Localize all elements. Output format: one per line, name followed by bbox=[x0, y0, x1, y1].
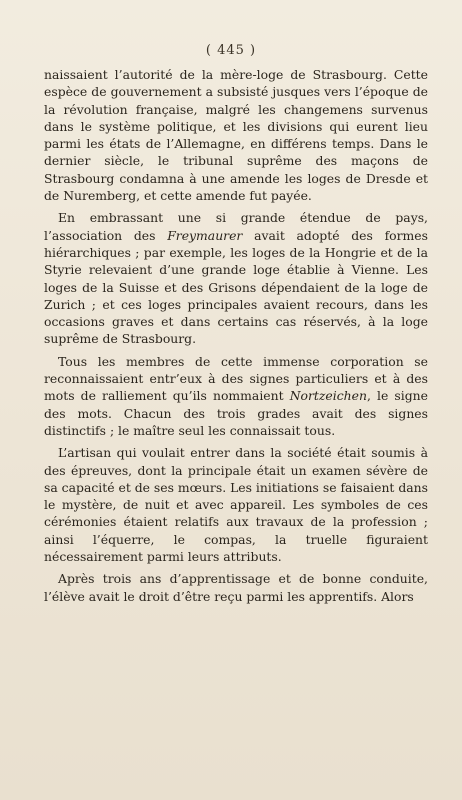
text-run: naissaient l’autorité de la mère-loge de Strasbourg. Cette espèce de gouvernement a subsisté jusques vers l’époque de la révolution française, malgré les changemens survenus dans le système politique, et les divisions qui eurent lieu parmi les états de l’Allemagne, en différens temps. Dans le dernier siècle, le tribunal suprême des maçons de Strasbourg condamna à une amende les loges de Dresde et de Nuremberg, et cette amende fut payée. bbox=[44, 67, 428, 204]
text-run: En embrassant une si grande étendue de pays, l’association des bbox=[44, 210, 428, 243]
text-run: L’artisan qui voulait entrer dans la société était soumis à des épreuves, dont la principale était un examen sévère de sa capacité et de ses mœurs. Les initiations se faisaient dans le mystère, de nuit et avec appareil. Les symboles de ces cérémonies étaient relatifs aux travaux de la profession ; ainsi l’équerre, le compas, la truelle figuraient nécessairement parmi leurs attributs. bbox=[44, 445, 429, 565]
page-number: ( 445 ) bbox=[205, 43, 257, 58]
italic-term: Nortzeichen bbox=[289, 388, 367, 404]
text-run: Tous les membres de cette immense corporation se reconnaissaient entr’eux à des signes particuliers et à des mots de ralliement qu’ils nommaient bbox=[44, 353, 428, 404]
paragraph bbox=[44, 444, 428, 565]
text-run: Après trois ans d’apprentissage et de bonne conduite, l’élève avait le droit d’être reçu parmi les apprentifs. Alors bbox=[44, 571, 428, 604]
italic-term: Freymaurer bbox=[167, 227, 243, 243]
paragraph bbox=[44, 209, 428, 347]
text-run: avait adopté des formes hiérarchiques ; par exemple, les loges de la Hongrie et de la Styrie relevaient d’une grande loge établie à Vienne. Les loges de la Suisse et des Grisons dépendaient de la loge de Zurich ; et ces loges principales avaient recours, dans les occasions graves et dans certains cas réservés, à la loge suprême de Strasbourg. bbox=[44, 227, 428, 347]
paragraph bbox=[44, 66, 428, 204]
paragraph bbox=[44, 570, 428, 605]
body-text bbox=[44, 66, 428, 610]
text-run: , le signe des mots. Chacun des trois grades avait des signes distinctifs ; le maître seul les connaissait tous. bbox=[44, 388, 428, 438]
paragraph bbox=[44, 353, 428, 439]
